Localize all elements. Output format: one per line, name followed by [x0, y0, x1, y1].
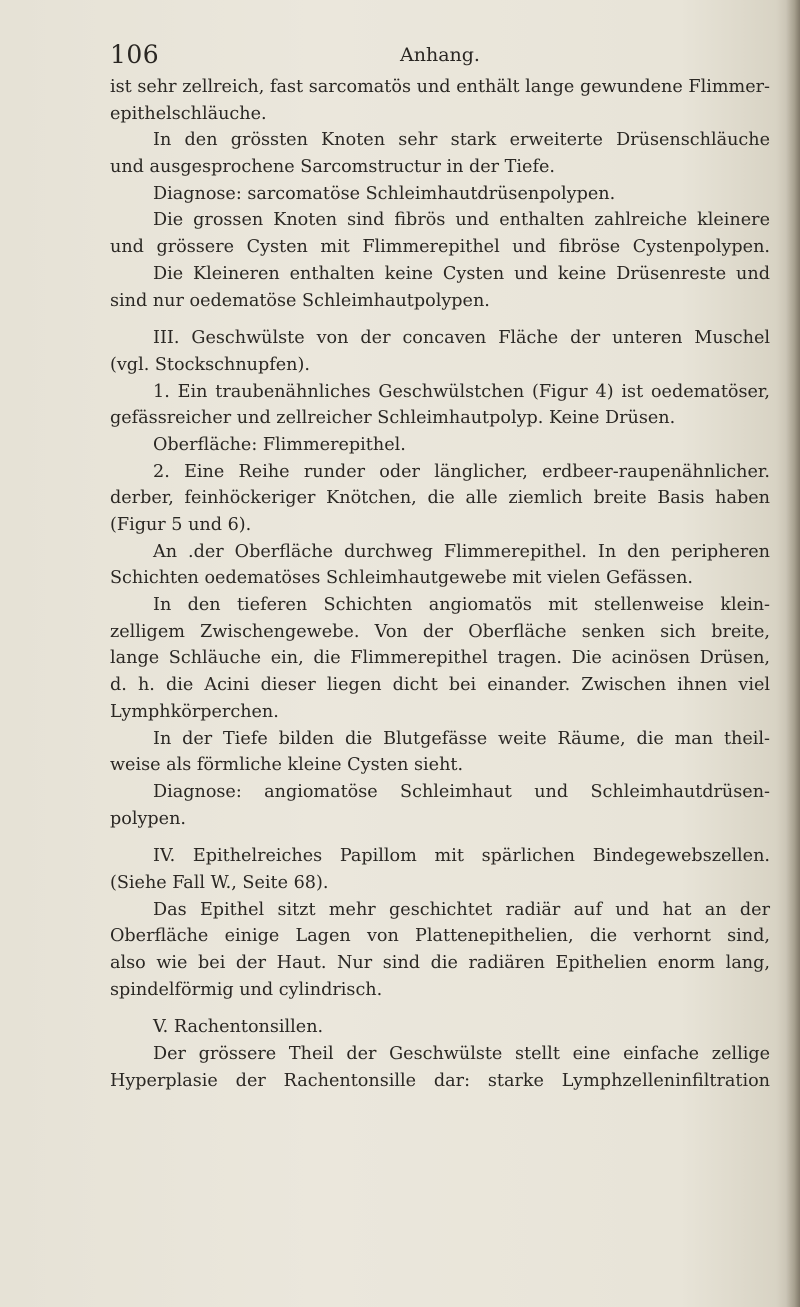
paragraph: [110, 379, 770, 432]
text-line: polypen.: [110, 808, 187, 829]
paragraph: [110, 74, 770, 127]
text-line: Das Epithel sitzt mehr geschichtet radiär auf und hat an der: [153, 899, 770, 920]
text-line: weise als förmliche kleine Cysten sieht.: [110, 755, 464, 776]
text-line: In den grössten Knoten sehr stark erweiterte Drüsenschläuche: [153, 130, 770, 151]
diagnosis-paragraph: [110, 181, 770, 208]
paragraph: [110, 261, 770, 314]
paragraph: [110, 459, 770, 539]
text-line: sind nur oedematöse Schleimhautpolypen.: [110, 290, 490, 311]
paragraph: [110, 127, 770, 180]
text-line: (Siehe Fall W., Seite 68).: [110, 872, 329, 893]
text-line: III. Geschwülste von der concaven Fläche der unteren Muschel: [153, 328, 770, 349]
text-line: und ausgesprochene Sarcomstructur in der Tiefe.: [110, 157, 555, 178]
paragraph: [110, 432, 770, 459]
text-line: Schichten oedematöses Schleimhautgewebe mit vielen Gefässen.: [110, 568, 694, 589]
section-heading-paragraph: [110, 843, 770, 896]
page-number: 106: [110, 40, 160, 69]
page-edge-shadow: [786, 0, 800, 1307]
text-line: Diagnose: sarcomatöse Schleimhautdrüsenpolypen.: [153, 183, 616, 204]
text-line: In den tieferen Schichten angiomatös mit stellenweise klein-: [153, 595, 770, 616]
paragraph: [110, 897, 770, 1004]
text-line: 2. Eine Reihe runder oder länglicher, erdbeer-raupenähnlicher.: [153, 461, 770, 482]
text-line: Oberfläche einige Lagen von Plattenepithelien, die verhornt sind,: [110, 926, 770, 947]
paragraph: [110, 726, 770, 779]
text-line: (Figur 5 und 6).: [110, 515, 252, 535]
paragraph: [110, 1041, 770, 1094]
text-line: Die grossen Knoten sind fibrös und enthalten zahlreiche kleinere: [153, 210, 770, 231]
text-line: spindelförmig und cylindrisch.: [110, 979, 383, 1000]
text-line: und grössere Cysten mit Flimmerepithel und fibröse Cystenpolypen.: [110, 237, 770, 258]
text-line: Die Kleineren enthalten keine Cysten und keine Drüsenreste und: [153, 263, 770, 284]
text-line: Hyperplasie der Rachentonsille dar: starke Lymphzelleninfiltration: [110, 1070, 770, 1091]
text-line: Oberfläche: Flimmerepithel.: [153, 434, 406, 455]
section-heading-paragraph: [110, 325, 770, 378]
text-line: Der grössere Theil der Geschwülste stellt eine einfache zellige: [153, 1044, 770, 1065]
text-line: lange Schläuche ein, die Flimmerepithel tragen. Die acinösen Drüsen,: [110, 648, 770, 669]
section-heading-paragraph: [110, 1014, 770, 1041]
text-line: d. h. die Acini dieser liegen dicht bei einander. Zwischen ihnen viel: [110, 675, 770, 696]
page-header: [110, 40, 770, 74]
text-line: 1. Ein traubenähnliches Geschwülstchen (Figur 4) ist oedematöser,: [153, 381, 770, 402]
text-line: Diagnose: angiomatöse Schleimhaut und Schleimhautdrüsen-: [153, 781, 770, 802]
text-line: IV. Epithelreiches Papillom mit spärlichen Bindegewebszellen.: [153, 846, 770, 867]
section-gap: [110, 1003, 770, 1014]
paragraph: [110, 592, 770, 725]
text-line: epithelschläuche.: [110, 103, 267, 124]
text-line: derber, feinhöckeriger Knötchen, die alle ziemlich breite Basis haben: [110, 488, 770, 509]
section-gap: [110, 832, 770, 843]
diagnosis-paragraph: [110, 779, 770, 832]
text-line: also wie bei der Haut. Nur sind die radiären Epithelien enorm lang,: [110, 953, 770, 973]
section-gap: [110, 314, 770, 325]
running-head: Anhang.: [400, 44, 480, 66]
text-line: In der Tiefe bilden die Blutgefässe weite Räume, die man theil-: [153, 728, 770, 749]
text-line: Lymphkörperchen.: [110, 701, 279, 722]
text-line: zelligem Zwischengewebe. Von der Oberfläche senken sich breite,: [110, 621, 770, 642]
text-line: gefässreicher und zellreicher Schleimhautpolyp. Keine Drüsen.: [110, 408, 676, 429]
paragraph: [110, 539, 770, 592]
paragraph: [110, 207, 770, 260]
text-line: An .der Oberfläche durchweg Flimmerepithel. In den peripheren: [153, 541, 770, 562]
text-line: (vgl. Stockschnupfen).: [110, 354, 310, 375]
text-line: ist sehr zellreich, fast sarcomatös und enthält lange gewundene Flimmer-: [110, 77, 770, 97]
text-line: V. Rachentonsillen.: [153, 1017, 324, 1038]
body-text: [110, 74, 770, 1094]
